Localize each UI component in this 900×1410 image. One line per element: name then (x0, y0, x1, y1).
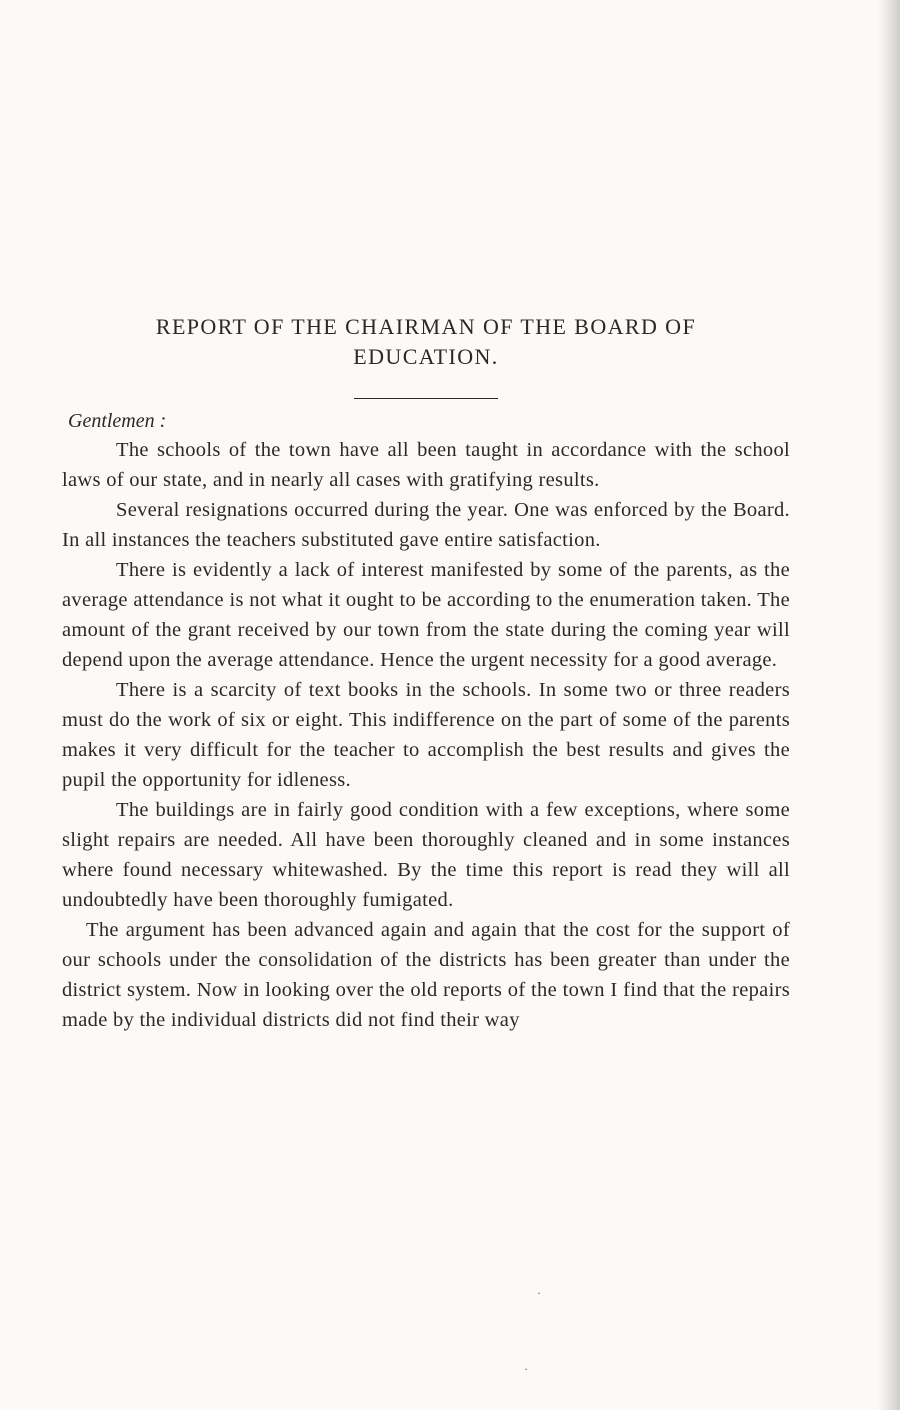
paragraph-4-text: There is a scarcity of text books in the schools. In some two or three readers must do the work of six or eight. This indifference on the part of some of the parents makes it very difficult for the teacher to accomplish the best results and gives the pupil the opportunity for idleness. (62, 679, 790, 791)
paragraph-6-text: The argument has been advanced again and again that the cost for the support of our schools under the consolidation of the districts has been greater than under the district system. Now in looking over the old reports of the town I find that the repairs made by the individual districts did not find their way (62, 919, 790, 1031)
paragraph-2 (62, 495, 790, 555)
title-line-1: REPORT OF THE CHAIRMAN OF THE BOARD OF (155, 314, 697, 339)
paragraph-5-text: The buildings are in fairly good condition with a few exceptions, where some slight repairs are needed. All have been thoroughly cleaned and in some instances where found necessary whitewashed. By the time this report is read they will all undoubtedly have been thoroughly fumigated. (62, 799, 790, 911)
paragraph-3 (62, 555, 790, 675)
ink-speck: · (524, 1362, 528, 1376)
title-divider (354, 398, 498, 399)
paragraph-3-text: There is evidently a lack of interest manifested by some of the parents, as the average attendance is not what it ought to be according to the enumeration taken. The amount of the grant received by our town from the state during the coming year will depend upon the average attendance. Hence the urgent necessity for a good average. (62, 559, 790, 671)
paragraph-1 (62, 435, 790, 495)
paragraph-5 (62, 795, 790, 915)
paragraph-1-text: The schools of the town have all been taught in accordance with the school laws of our state, and in nearly all cases with gratifying results. (62, 439, 790, 491)
title-line-2: EDUCATION. (353, 344, 499, 369)
salutation: Gentlemen : (68, 410, 167, 432)
paragraph-6 (62, 915, 790, 1035)
ink-speck: · (537, 1286, 541, 1300)
paragraph-2-text: Several resignations occurred during the year. One was enforced by the Board. In all instances the teachers substituted gave entire satisfaction. (62, 499, 790, 551)
page-edge-shadow (878, 0, 900, 1410)
paragraph-4 (62, 675, 790, 795)
report-title (62, 312, 790, 372)
document-body (62, 312, 790, 1035)
